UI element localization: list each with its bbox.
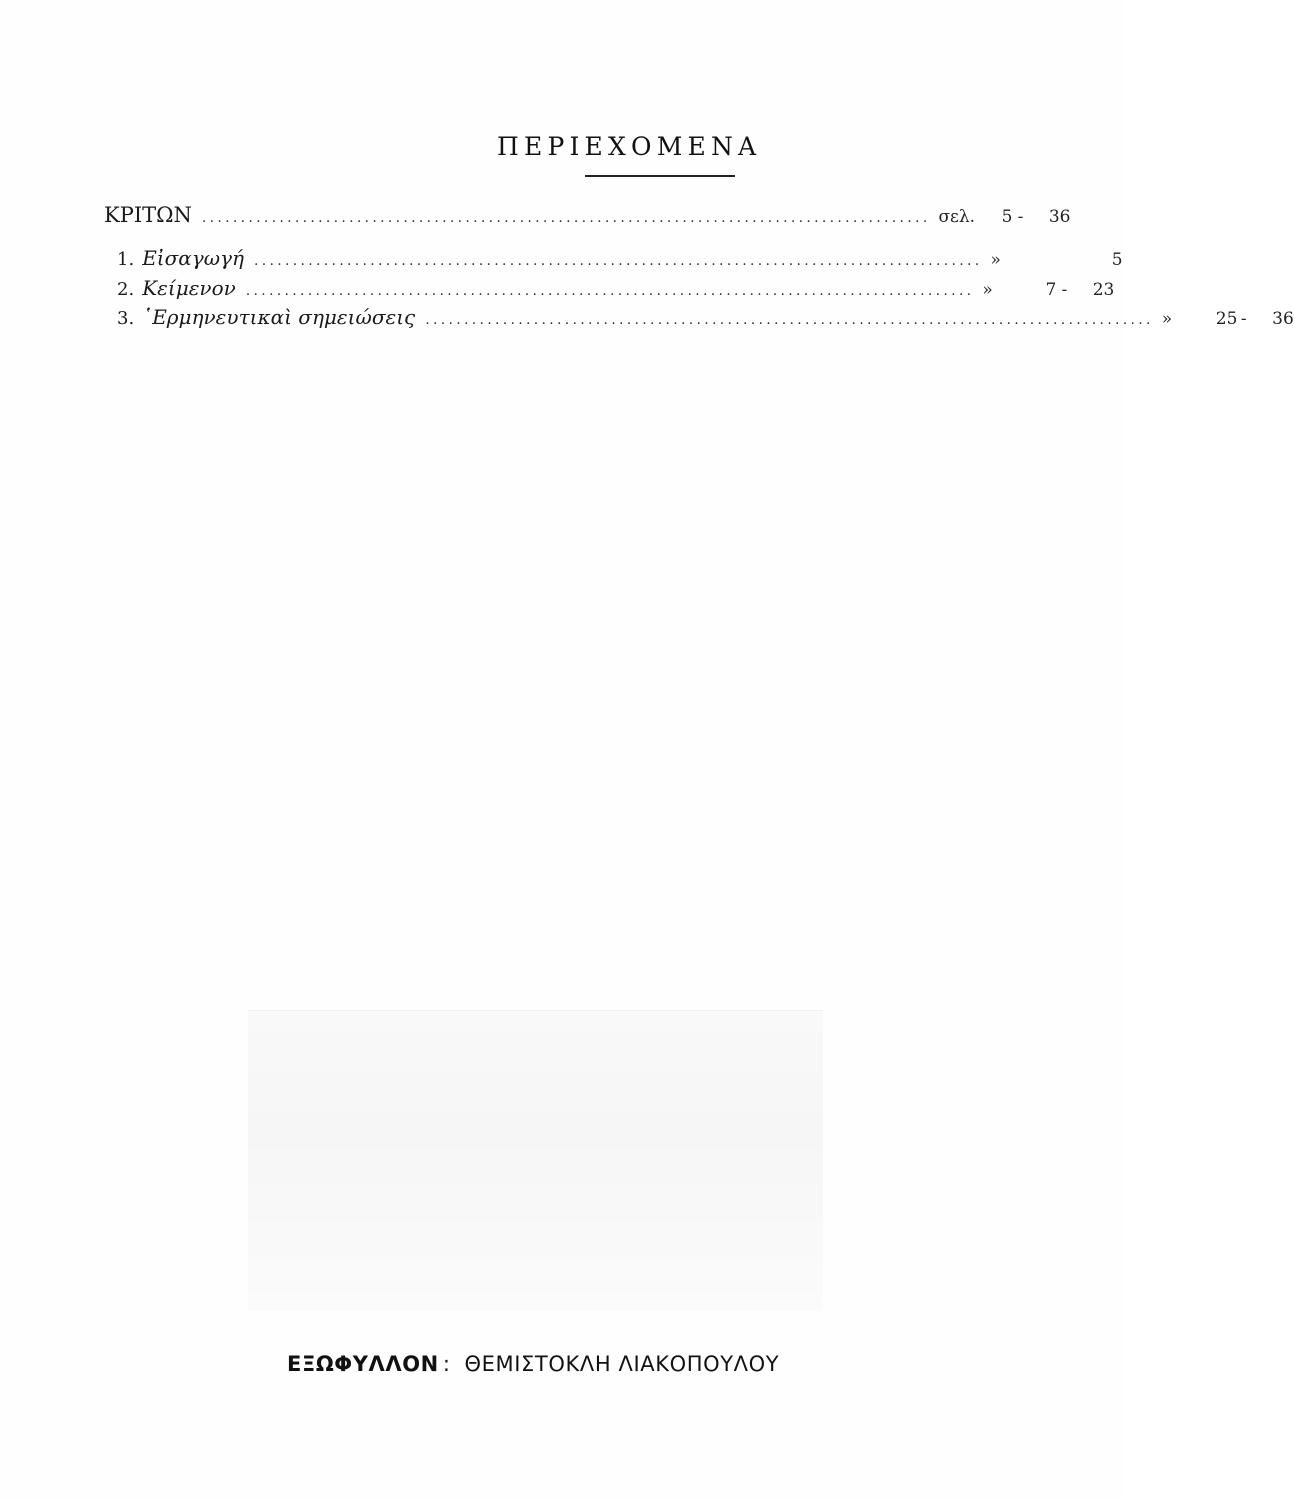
leader-dots: .............................................................................................. xyxy=(253,253,983,269)
toc-item-number: 3. xyxy=(117,308,135,329)
page-prefix: » xyxy=(990,250,1001,270)
toc-main-pages xyxy=(938,207,1070,227)
page-end: 5 xyxy=(1111,250,1123,270)
page-prefix: σελ. xyxy=(938,207,976,227)
page-start: 5 xyxy=(1001,207,1013,227)
cover-credit-separator: : xyxy=(442,1352,451,1376)
page-dash: - xyxy=(1240,309,1247,329)
toc-item-pages xyxy=(1162,309,1294,329)
toc-item-pages xyxy=(982,280,1114,300)
toc-item-label: Κείμενον xyxy=(142,276,236,300)
title-underline xyxy=(585,175,735,177)
toc-item-number: 2. xyxy=(117,279,135,300)
page-end: 36 xyxy=(1272,309,1294,329)
toc-item-pages xyxy=(991,250,1123,270)
toc-item xyxy=(117,305,1294,333)
page-dash: - xyxy=(1061,280,1068,300)
toc-item xyxy=(117,246,1123,274)
page-prefix: » xyxy=(1161,309,1173,329)
toc-item xyxy=(117,276,1115,304)
leader-dots: .............................................................................................. xyxy=(245,283,975,299)
cover-credit-name: ΘΕΜΙΣΤΟΚΛΗ ΛΙΑΚΟΠΟΥΛΟΥ xyxy=(464,1352,780,1376)
toc-main-label: ΚΡΙΤΩΝ xyxy=(104,203,192,227)
toc-item-label: Εἰσαγωγή xyxy=(142,246,244,270)
toc-main-entry xyxy=(104,203,1071,231)
page-start: 7 xyxy=(1045,280,1057,300)
toc-item-number: 1. xyxy=(117,249,135,270)
leader-dots: .............................................................................................. xyxy=(201,210,931,226)
cover-credit xyxy=(287,1352,779,1376)
scan-bleed-through xyxy=(248,1010,823,1311)
page-title: ΠΕΡΙΕΧΟΜΕΝΑ xyxy=(497,132,762,161)
page-end: 23 xyxy=(1092,280,1115,300)
page-end: 36 xyxy=(1048,207,1071,227)
cover-credit-label: ΕΞΩΦΥΛΛΟΝ xyxy=(287,1352,439,1376)
toc-item-label: ῾Ερμηνευτικαὶ σημειώσεις xyxy=(142,305,416,329)
leader-dots: .............................................................................................. xyxy=(425,312,1154,328)
page-dash: - xyxy=(1017,207,1024,227)
page-start: 25 xyxy=(1215,309,1238,329)
page-prefix: » xyxy=(982,280,993,300)
